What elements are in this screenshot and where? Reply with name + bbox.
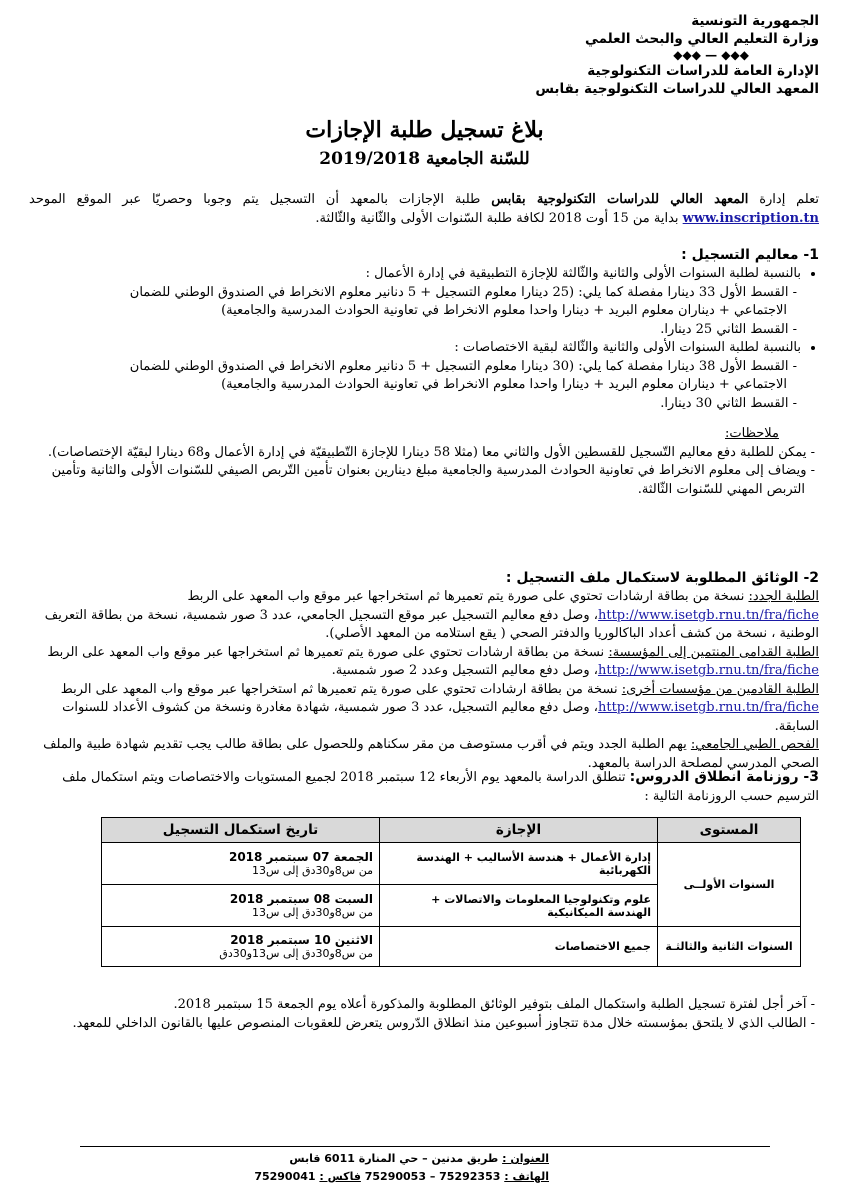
table-cell-date	[102, 885, 380, 927]
table-header-degree: الإجازة	[380, 818, 658, 843]
footer-address-label: العنوان :	[502, 1152, 549, 1165]
fees-business-second-installment: - القسط الثاني 25 دينارا.	[660, 321, 797, 337]
fees-bullet-business	[29, 265, 801, 339]
footer-address-value: طريق مدنين – حي المنارة 6011 قابس	[289, 1152, 499, 1165]
docs-old-students	[29, 644, 819, 681]
letterhead-ministry: وزارة التعليم العالي والبحث العلمي	[584, 31, 819, 47]
table-header-level: المستوى	[658, 818, 801, 843]
closing-note-deadline: - آخر أجل لفترة تسجيل الطلبة واستكمال الملف بتوفير الوثائق المطلوبة والمذكورة أعلاه يوم الجمعة 15 سبتمبر 2018.	[173, 997, 815, 1012]
intro-text-2: طلبة الإجازات بالمعهد أن التسجيل يتم وجوبا وحصريّا عبر الموقع الموحد	[29, 192, 481, 207]
docs-old-text-1: نسخة من بطاقة ارشادات تحتوي على صورة يتم تعميرها ثم استخراجها عبر موقع واب المعهد على الربط	[47, 644, 605, 660]
intro-text-1: تعلم إدارة	[759, 192, 820, 207]
letterhead-separator: ◆◆◆ — ◆◆◆	[673, 48, 749, 62]
table-cell-date	[102, 843, 380, 885]
section-calendar-text: تنطلق الدراسة بالمعهد يوم الأربعاء 12 سبتمبر 2018 لجميع المستويات والاختصاصات ويتم استكمال ملف الترسيم حسب الروزنامة التالية :	[62, 770, 819, 804]
table-row	[102, 927, 801, 967]
fees-bullet-other	[29, 339, 801, 413]
docs-old-text-2: ، وصل دفع معاليم التسجيل وعدد 2 صور شمسية.	[331, 663, 598, 678]
table-row	[102, 843, 801, 885]
section-documents-heading: 2- الوثائق المطلوبة لاستكمال ملف التسجيل :	[505, 570, 819, 586]
letterhead-directorate: الإدارة العامة للدراسات التكنولوجية	[587, 63, 819, 79]
table-cell-degree: علوم وتكنولوجيا المعلومات والاتصالات + الهندسة الميكانيكية	[380, 885, 658, 927]
notes-heading: ملاحظات:	[725, 426, 779, 441]
intro-paragraph	[29, 190, 819, 228]
fees-other-second-installment: - القسط الثاني 30 دينارا.	[660, 395, 797, 411]
table-cell-level-upper-years: السنوات الثانية والثالثـة	[658, 927, 801, 967]
table-cell-degree: إدارة الأعمال + هندسة الأساليب + الهندسة الكهربائية	[380, 843, 658, 885]
docs-new-text-2: ، وصل دفع معاليم التسجيل عبر موقع التسجيل الجامعي، عدد 3 صور شمسية، نسخة من بطاقة التعريف الوطنية ، نسخة من كشف أعداد الباكالوريا والدفتر الصحي ( يقع استلامه من المعهد الأصلي).	[44, 607, 819, 641]
docs-transfer-text-1: نسخة من بطاقة ارشادات تحتوي على صورة يتم تعميرها ثم استخراجها عبر موقع واب المعهد على الربط	[60, 681, 618, 697]
docs-new-label: الطلبة الجدد:	[748, 589, 819, 604]
registration-calendar-table	[101, 817, 801, 967]
intro-text-3: بداية من 15 أوت 2018 لكافة طلبة السّنوات الأولى والثّانية والثّالثة.	[315, 211, 679, 226]
table-cell-date	[102, 927, 380, 967]
footer-fax-value: 75290041	[254, 1170, 316, 1183]
note-1: - يمكن للطلبة دفع معاليم التّسجيل للقسطين الأول والثاني معا (مثلا 58 دينارا للإجازة التّطبيقيّة في إدارة الأعمال و68 دينارا لبقيّة الإختصاصات).	[47, 444, 815, 460]
docs-medical-text: يهم الطلبة الجدد ويتم في أقرب مستوصف من مقر سكناهم وللحصول على بطاقة طالب يجب تقديم شهادة طبية والملف الصحي المدرسي لمصلحة الدراسة بالمعهد.	[43, 737, 819, 771]
table-cell-date-time: من س8و30دق إلى س13	[252, 906, 373, 919]
fees-business-first-installment: - القسط الأول 33 دينارا مفصلة كما يلي: (25 دينارا معلوم التسجيل + 5 دنانير معلوم الانخراط في الصندوق الوطني للضمان	[129, 284, 797, 300]
docs-transfer-students	[29, 681, 819, 737]
footer-divider	[80, 1146, 770, 1147]
fees-other-first-installment-cont: الاجتماعي + ديناران معلوم البريد + دينارا واحدا معلوم الانخراط في تعاونية الحوادث المدرسية والجامعية)	[221, 377, 787, 392]
table-cell-date-day: الجمعة 07 سبتمبر 2018	[228, 850, 373, 864]
fees-other-first-installment: - القسط الأول 38 دينارا مفصلة كما يلي: (30 دينارا معلوم التسجيل + 5 دنانير معلوم الانخراط في الصندوق الوطني للضمان	[129, 358, 797, 374]
inscription-link[interactable]: www.inscription.tn	[682, 211, 819, 226]
fees-business-first-installment-cont: الاجتماعي + ديناران معلوم البريد + دينارا واحدا معلوم الانخراط في تعاونية الحوادث المدرسية والجامعية)	[221, 303, 787, 318]
footer-contact	[149, 1168, 549, 1186]
footer-phone-label: الهاتف :	[504, 1170, 549, 1183]
table-cell-date-time: من س8و30دق إلى س13و30دق	[219, 947, 373, 960]
fees-bullet-other-text: بالنسبة لطلبة السنوات الأولى والثانية والثّالثة لبقية الاختصاصات :	[454, 340, 801, 355]
docs-transfer-link[interactable]: http://www.isetgb.rnu.tn/fra/fiche	[597, 700, 819, 715]
closing-notes	[29, 995, 819, 1033]
table-cell-degree: جميع الاختصاصات	[380, 927, 658, 967]
note-2: - ويضاف إلى معلوم الانخراط في تعاونية الحوادث المدرسية والجامعية مبلغ دينارين بعنوان تأمين التّربص الصيفي للسّنوات الأولى والثانية وتأمين التربص المهني للسّنوات الثّالثة.	[51, 463, 815, 497]
fees-bullet-business-text: بالنسبة لطلبة السنوات الأولى والثانية والثّالثة للإجازة التطبيقية في إدارة الأعمال :	[365, 266, 801, 281]
intro-institute-name: المعهد العالي للدراسات التكنولوجية بقابس	[491, 192, 749, 207]
section-calendar-heading: 3- روزنامة انطلاق الدروس:	[629, 769, 819, 785]
docs-medical-label: الفحص الطبي الجامعي:	[690, 737, 819, 752]
section-calendar	[29, 768, 819, 806]
docs-old-link[interactable]: http://www.isetgb.rnu.tn/fra/fiche	[597, 663, 819, 678]
fees-list	[29, 265, 819, 413]
docs-transfer-label: الطلبة القادمين من مؤسسات أخرى:	[621, 681, 819, 697]
letterhead-republic: الجمهورية التونسية	[691, 13, 819, 29]
letterhead-institute: المعهد العالي للدراسات التكنولوجية بقابس	[535, 81, 819, 97]
docs-new-link[interactable]: http://www.isetgb.rnu.tn/fra/fiche	[597, 607, 819, 623]
section-fees	[29, 245, 819, 499]
letterhead	[399, 12, 819, 98]
table-cell-level-first-year: السنوات الأولــى	[658, 843, 801, 927]
section-fees-heading: 1- معاليم التسجيل :	[681, 247, 819, 263]
footer	[149, 1150, 549, 1186]
table-cell-date-day: السبت 08 سبتمبر 2018	[229, 892, 373, 906]
footer-address	[149, 1150, 549, 1168]
docs-old-label: الطلبة القدامى المنتمين إلى المؤسسة:	[608, 644, 819, 660]
table-cell-date-time: من س8و30دق إلى س13	[252, 864, 373, 877]
section-documents	[29, 568, 819, 773]
page-subtitle: للسّنة الجامعية 2019/2018	[319, 149, 530, 169]
docs-new-text-1: نسخة من بطاقة ارشادات تحتوي على صورة يتم تعميرها ثم استخراجها عبر موقع واب المعهد على الربط	[187, 589, 745, 604]
closing-note-absence: - الطالب الذي لا يلتحق بمؤسسته خلال مدة تتجاوز أسبوعين منذ انطلاق الدّروس يتعرض للعقوبات المنصوص عليها بالقانون الداخلي للمعهد.	[72, 1016, 815, 1031]
docs-new-students	[29, 588, 819, 644]
table-cell-date-day: الاثنين 10 سبتمبر 2018	[230, 933, 373, 947]
docs-transfer-text-2: ، وصل دفع معاليم التسجيل، عدد 3 صور شمسية، شهادة مغادرة ونسخة من كشوف الأعداد للسنوات السابقة.	[62, 700, 819, 734]
footer-phone-value: 75292353 – 75290053	[364, 1170, 501, 1183]
table-header-date: تاريخ استكمال التسجيل	[102, 818, 380, 843]
footer-fax-label: فاكس :	[319, 1170, 361, 1183]
page-title: بلاغ تسجيل طلبة الإجازات	[305, 117, 544, 143]
table-header-row	[102, 818, 801, 843]
